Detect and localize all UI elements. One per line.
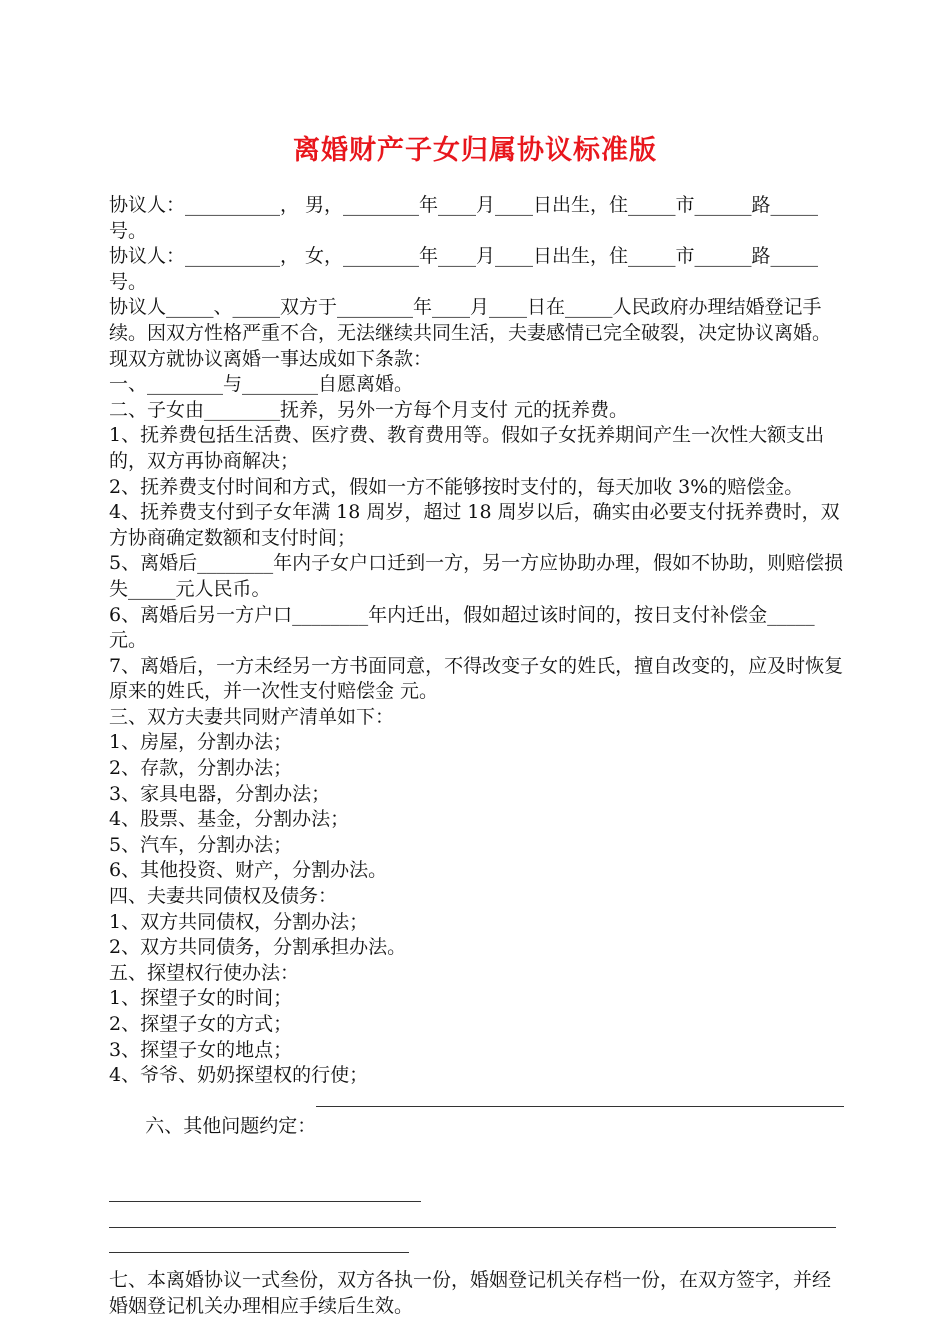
clause-3-item-5: 5、汽车，分割办法； bbox=[109, 833, 293, 856]
document-title: 离婚财产子女归属协议标准版 bbox=[293, 135, 657, 166]
clause-5-item-3: 3、探望子女的地点； bbox=[109, 1038, 293, 1061]
clause-3-item-4: 4、股票、基金，分割办法； bbox=[109, 808, 350, 831]
clause-5-item-4: 4、爷爷、奶奶探望权的行使； bbox=[109, 1064, 369, 1087]
clause-3: 三、双方夫妻共同财产清单如下： bbox=[109, 705, 395, 728]
clause-6-label: 六、其他问题约定： bbox=[145, 1115, 317, 1138]
clause-2-item-1: 1、抚养费包括生活费、医疗费、教育费用等。假如子女抚养期间产生一次性大额支出的，双方再协商解决； bbox=[109, 424, 825, 472]
fill-in-line-row bbox=[109, 1191, 844, 1217]
clause-2-item-7: 7、离婚后，一方未经另一方书面同意，不得改变子女的姓氏，擅自改变的，应及时恢复原来的姓氏，并一次性支付赔偿金 元。 bbox=[109, 654, 844, 703]
fill-in-line-row bbox=[109, 1242, 844, 1268]
document-body bbox=[109, 193, 844, 1319]
fill-in-line bbox=[109, 1252, 409, 1253]
clause-5: 五、探望权行使办法： bbox=[109, 961, 300, 984]
clause-3-item-6: 6、其他投资、财产，分割办法。 bbox=[109, 859, 388, 882]
clause-4-item-2: 2、双方共同债务，分割承担办法。 bbox=[109, 936, 407, 959]
clause-3-item-1: 1、房屋，分割办法； bbox=[109, 731, 293, 754]
clause-2-item-6: 6、离婚后另一方户口________年内迁出，假如超过该时间的，按日支付补偿金_____元。 bbox=[109, 603, 815, 652]
clause-5-item-1: 1、探望子女的时间； bbox=[109, 987, 293, 1010]
party-1-paragraph: 协议人：__________， 男，________年____月____日出生，住_____市______路_____号。 bbox=[109, 194, 819, 242]
clause-7: 七、本离婚协议一式叁份，双方各执一份，婚姻登记机关存档一份，在双方签字，并经婚姻登记机关办理相应手续后生效。 bbox=[109, 1268, 832, 1317]
clause-4-item-1: 1、双方共同债权，分割办法； bbox=[109, 910, 369, 933]
fill-in-line bbox=[109, 1227, 836, 1228]
clause-2-item-4: 4、抚养费支付到子女年满 18 周岁，超过 18 周岁以后，确实由必要支付抚养费时，双方协商确定数额和支付时间； bbox=[109, 501, 840, 549]
clause-5-item-2: 2、探望子女的方式； bbox=[109, 1013, 293, 1035]
preamble-paragraph: 协议人_____、_____双方于________年____月____日在_____人民政府办理结婚登记手续。因双方性格严重不合，无法继续共同生活，夫妻感情已完全破裂，决定协议离婚。现双方就协议离婚一事达成如下条款： bbox=[109, 296, 832, 370]
fill-in-line-row bbox=[109, 1217, 844, 1243]
clause-2: 二、子女由________抚养，另外一方每个月支付 元的抚养费。 bbox=[109, 398, 629, 421]
clause-2-item-5: 5、离婚后________年内子女户口迁到一方，另一方应协助办理，假如不协助，则赔偿损失_____元人民币。 bbox=[109, 552, 844, 600]
clause-6-line bbox=[109, 1089, 844, 1191]
fill-in-line bbox=[316, 1106, 844, 1107]
party-2-paragraph: 协议人：__________， 女，________年____月____日出生，住_____市______路_____号。 bbox=[109, 245, 819, 293]
clause-3-item-3: 3、家具电器，分割办法； bbox=[109, 782, 331, 805]
clause-1: 一、________与________自愿离婚。 bbox=[109, 373, 414, 396]
clause-4: 四、夫妻共同债权及债务： bbox=[109, 885, 338, 908]
clause-2-item-2: 2、抚养费支付时间和方式，假如一方不能够按时支付的，每天加收 3%的赔偿金。 bbox=[109, 475, 804, 498]
clause-3-item-2: 2、存款，分割办法； bbox=[109, 757, 293, 780]
fill-in-line bbox=[109, 1201, 421, 1202]
